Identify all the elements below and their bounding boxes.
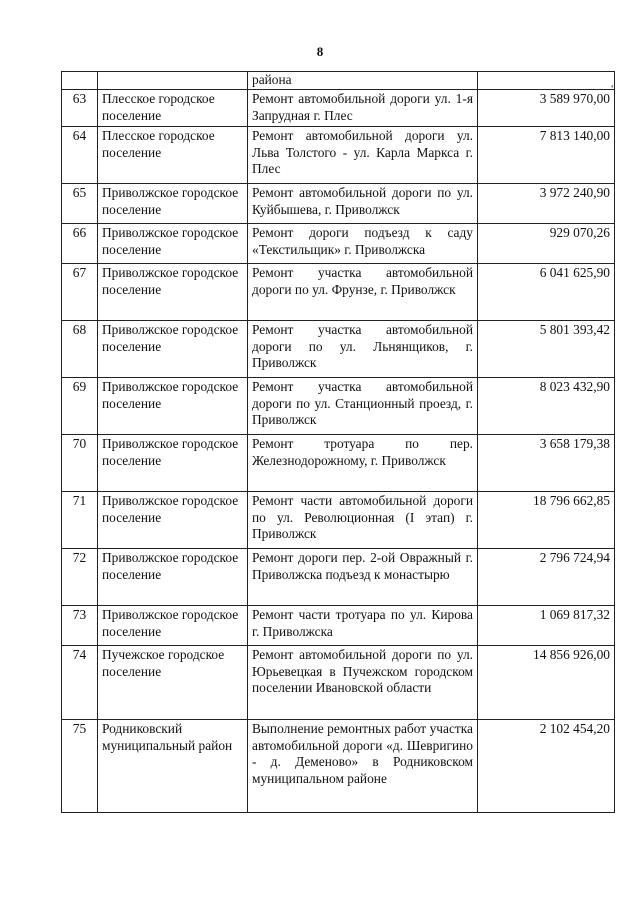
header-municipality-cell	[98, 72, 248, 90]
description-cell: Ремонт тротуара по пер. Железнодорожному, г. Приволжск	[248, 435, 478, 492]
municipality-cell: Плесское городское поселение	[98, 90, 248, 127]
municipality-cell: Приволжское городское поселение	[98, 549, 248, 606]
row-number: 66	[62, 224, 98, 264]
description-cell: Выполнение ремонтных работ участка автомобильной дороги «д. Шевригино - д. Деменово» в Родниковском муниципальном районе	[248, 720, 478, 813]
row-number: 67	[62, 264, 98, 321]
row-number: 65	[62, 184, 98, 224]
table-row	[62, 90, 615, 127]
header-description-cell: района	[248, 72, 478, 90]
description-cell: Ремонт автомобильной дороги ул. 1-я Запрудная г. Плес	[248, 90, 478, 127]
row-number: 63	[62, 90, 98, 127]
amount-cell: 929 070,26	[478, 224, 615, 264]
amount-cell: 6 041 625,90	[478, 264, 615, 321]
description-cell: Ремонт автомобильной дороги по ул. Юрьевецкая в Пучежском городском поселении Ивановской области	[248, 646, 478, 720]
table-body	[62, 72, 615, 813]
row-number: 73	[62, 606, 98, 646]
table-row	[62, 492, 615, 549]
amount-cell: 5 801 393,42	[478, 321, 615, 378]
amount-cell: 3 972 240,90	[478, 184, 615, 224]
municipality-cell: Приволжское городское поселение	[98, 606, 248, 646]
row-number: 75	[62, 720, 98, 813]
description-cell: Ремонт участка автомобильной дороги по ул. Фрунзе, г. Приволжск	[248, 264, 478, 321]
municipality-cell: Приволжское городское поселение	[98, 184, 248, 224]
amount-cell: 18 796 662,85	[478, 492, 615, 549]
row-number: 70	[62, 435, 98, 492]
municipality-cell: Плесское городское поселение	[98, 127, 248, 184]
table-row	[62, 264, 615, 321]
continuation-header-row	[62, 72, 615, 90]
page-number: 8	[316, 44, 324, 59]
row-number: 64	[62, 127, 98, 184]
municipality-cell: Приволжское городское поселение	[98, 264, 248, 321]
municipality-cell: Приволжское городское поселение	[98, 435, 248, 492]
municipality-cell: Приволжское городское поселение	[98, 492, 248, 549]
amount-cell: 8 023 432,90	[478, 378, 615, 435]
table-row	[62, 378, 615, 435]
description-cell: Ремонт автомобильной дороги по ул. Куйбышева, г. Приволжск	[248, 184, 478, 224]
table-row	[62, 720, 615, 813]
description-cell: Ремонт участка автомобильной дороги по ул. Льнянщиков, г. Приволжск	[248, 321, 478, 378]
municipality-cell: Пучежское городское поселение	[98, 646, 248, 720]
table-row	[62, 127, 615, 184]
municipality-cell: Приволжское городское поселение	[98, 321, 248, 378]
municipality-cell: Приволжское городское поселение	[98, 224, 248, 264]
row-number: 69	[62, 378, 98, 435]
header-amount-cell: ‘	[478, 72, 615, 90]
row-number: 72	[62, 549, 98, 606]
road-repair-table	[61, 71, 615, 813]
amount-cell: 1 069 817,32	[478, 606, 615, 646]
table-row	[62, 321, 615, 378]
row-number: 74	[62, 646, 98, 720]
row-number: 68	[62, 321, 98, 378]
table-row	[62, 549, 615, 606]
amount-cell: 2 102 454,20	[478, 720, 615, 813]
description-cell: Ремонт части автомобильной дороги по ул. Революционная (I этап) г. Приволжск	[248, 492, 478, 549]
table-row	[62, 435, 615, 492]
description-cell: Ремонт части тротуара по ул. Кирова г. Приволжска	[248, 606, 478, 646]
amount-cell: 3 589 970,00	[478, 90, 615, 127]
table-row	[62, 646, 615, 720]
municipality-cell: Родниковский муниципальный район	[98, 720, 248, 813]
amount-cell: 2 796 724,94	[478, 549, 615, 606]
description-cell: Ремонт дороги подъезд к саду «Текстильщик» г. Приволжска	[248, 224, 478, 264]
table-row	[62, 606, 615, 646]
description-cell: Ремонт дороги пер. 2-ой Овражный г. Приволжска подъезд к монастырю	[248, 549, 478, 606]
amount-cell: 14 856 926,00	[478, 646, 615, 720]
table-row	[62, 184, 615, 224]
municipality-cell: Приволжское городское поселение	[98, 378, 248, 435]
description-cell: Ремонт автомобильной дороги ул. Льва Толстого - ул. Карла Маркса г. Плес	[248, 127, 478, 184]
description-cell: Ремонт участка автомобильной дороги по ул. Станционный проезд, г. Приволжск	[248, 378, 478, 435]
row-number: 71	[62, 492, 98, 549]
amount-cell: 7 813 140,00	[478, 127, 615, 184]
header-num-cell	[62, 72, 98, 90]
table-row	[62, 224, 615, 264]
amount-cell: 3 658 179,38	[478, 435, 615, 492]
